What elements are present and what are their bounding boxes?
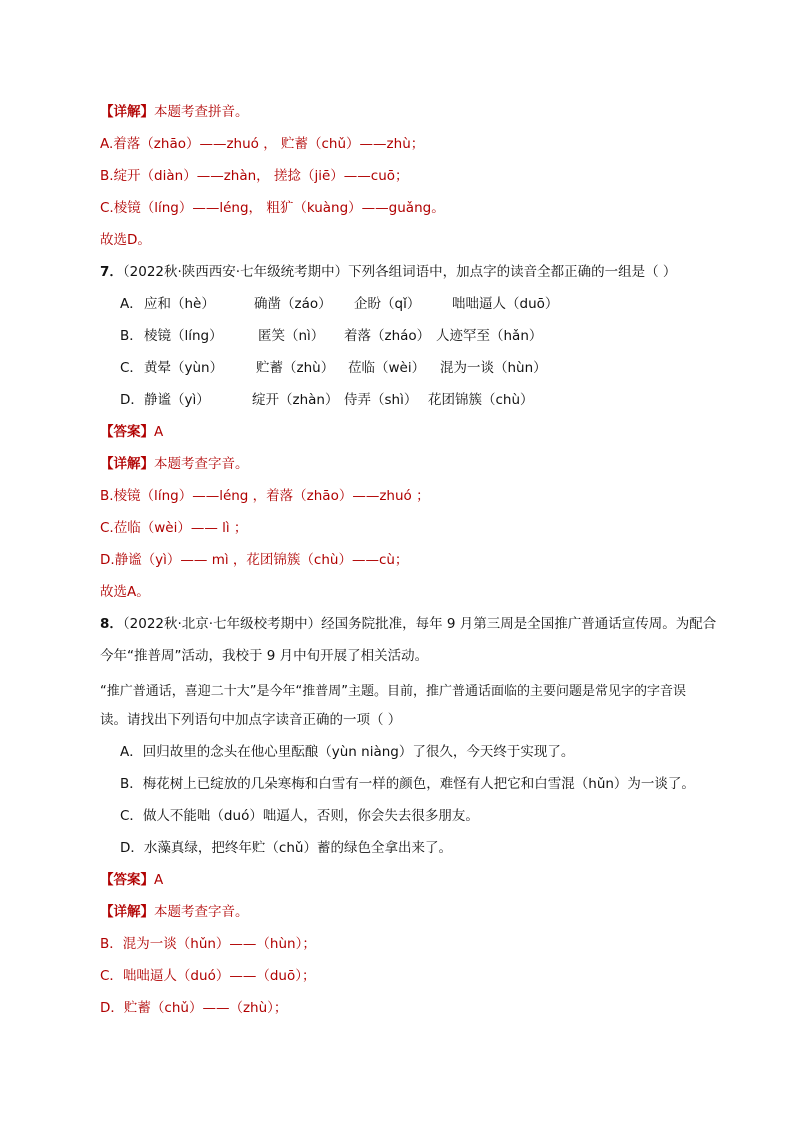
- answer-value: A: [154, 872, 164, 888]
- line-text: 棱镜（líng）——léng ，着落（zhāo）——zhuó ；: [113, 488, 430, 504]
- detail-text: 本题考查字音。: [154, 904, 249, 920]
- question-stem-line: 今年“推普周”活动，我校于 9 月中旬开展了相关活动。: [100, 648, 429, 664]
- option-text: 水藻真绿，把终年贮（chǔ）蓄的绿色全拿出来了。: [143, 840, 452, 856]
- line-text: 着落（zhāo）——zhuó ， 贮蓄（chǔ）——zhù；: [113, 136, 425, 152]
- detail-text: 本题考查拼音。: [154, 104, 249, 120]
- option-item: 莅临（wèi）: [348, 360, 426, 376]
- option-item: 贮蓄（zhù）: [256, 360, 335, 376]
- option-item: 混为一谈（hùn）: [440, 360, 547, 376]
- option-item: 确凿（záo）: [254, 296, 332, 312]
- line-prefix: B.: [100, 168, 114, 184]
- detail-label: 【详解】: [100, 456, 154, 472]
- explanation-line: [100, 518, 247, 538]
- question-stem-line: “推广普通话，喜迎二十大”是今年“推普周”主题。目前，推广普通话面临的主要问题是常见字的字音误: [100, 684, 686, 699]
- option-item: 静谧（yì）: [144, 392, 210, 408]
- line-text: 莅临（wèi）—— lì ；: [113, 520, 248, 536]
- option-c: [120, 806, 479, 826]
- detail-line: [100, 902, 249, 922]
- explanation-line: [100, 934, 316, 954]
- option-text: 回归故里的念头在他心里酝酿（yùn niàng）了很久，今天终于实现了。: [142, 744, 575, 760]
- option-item: 花团锦簇（chù）: [428, 392, 534, 408]
- line-text: 咄咄逼人（duó）——（duō）；: [122, 968, 316, 984]
- option-item: 应和（hè）: [144, 296, 215, 312]
- line-prefix: C.: [100, 520, 114, 536]
- option-text: 梅花树上已绽放的几朵寒梅和白雪有一样的颜色，难怪有人把它和白雪混（hǔn）为一谈了。: [142, 776, 695, 792]
- option-label: B．: [120, 328, 143, 344]
- detail-line: [100, 454, 249, 474]
- option-a: [120, 742, 574, 762]
- option-item: 人迹罕至（hǎn）: [436, 328, 543, 344]
- option-label: A．: [120, 296, 143, 312]
- line-text: 混为一谈（hǔn）——（hùn）；: [122, 936, 316, 952]
- question-8-stem: [100, 614, 716, 634]
- explanation-line: [100, 486, 430, 506]
- option-label: D．: [120, 840, 144, 856]
- option-item: 侍弄（shì）: [344, 392, 418, 408]
- option-label: C．: [120, 360, 143, 376]
- detail-label: 【详解】: [100, 104, 154, 120]
- line-prefix: B.: [100, 488, 114, 504]
- option-item: 企盼（qǐ）: [354, 296, 421, 312]
- explanation-line: [100, 198, 445, 218]
- explanation-line: [100, 166, 409, 186]
- conclusion: 故选D。: [100, 232, 151, 248]
- option-label: D．: [120, 392, 144, 408]
- option-c: [120, 358, 547, 378]
- question-stem: 经国务院批准，每年 9 月第三周是全国推广普通话宣传周。为配合: [321, 616, 717, 632]
- option-item: 绽开（zhàn）: [252, 392, 339, 408]
- option-a: [120, 294, 558, 314]
- option-item: 棱镜（líng）: [144, 328, 223, 344]
- line-prefix: D．: [100, 1000, 124, 1016]
- detail-line: [100, 102, 249, 122]
- detail-label: 【详解】: [100, 904, 154, 920]
- line-text: 绽开（diàn）——zhàn， 搓捻（jiē）——cuō；: [113, 168, 409, 184]
- explanation-line: [100, 966, 315, 986]
- question-number: 7．: [100, 264, 123, 280]
- option-b: [120, 774, 695, 794]
- option-d: [120, 838, 452, 858]
- line-text: 贮蓄（chǔ）——（zhù）；: [123, 1000, 288, 1016]
- answer-line: [100, 870, 163, 890]
- option-text: 做人不能咄（duó）咄逼人，否则，你会失去很多朋友。: [142, 808, 479, 824]
- question-source: （2022秋·北京·七年级校考期中）: [122, 616, 322, 632]
- option-item: 咄咄逼人（duō）: [452, 296, 559, 312]
- question-7-stem: [100, 262, 676, 282]
- explanation-line: [100, 998, 287, 1018]
- explanation-line: [100, 550, 408, 570]
- question-source: （2022秋·陕西西安·七年级统考期中）: [122, 264, 349, 280]
- option-d: [120, 390, 534, 410]
- question-stem: 下列各组词语中，加点字的读音全都正确的一组是（ ）: [348, 264, 677, 280]
- answer-label: 【答案】: [100, 872, 154, 888]
- line-text: 棱镜（líng）——léng， 粗犷（kuàng）——guǎng。: [113, 200, 445, 216]
- question-number: 8．: [100, 616, 123, 632]
- option-label: C．: [120, 808, 143, 824]
- option-item: 匿笑（nì）: [258, 328, 325, 344]
- line-prefix: D.: [100, 552, 115, 568]
- line-prefix: C．: [100, 968, 123, 984]
- answer-value: A: [154, 424, 164, 440]
- answer-label: 【答案】: [100, 424, 154, 440]
- option-label: A．: [120, 744, 143, 760]
- line-prefix: B．: [100, 936, 123, 952]
- option-label: B．: [120, 776, 143, 792]
- answer-line: [100, 422, 163, 442]
- line-prefix: C.: [100, 200, 114, 216]
- line-prefix: A.: [100, 136, 114, 152]
- option-item: 黄晕（yùn）: [144, 360, 224, 376]
- question-stem-line: 读。请找出下列语句中加点字读音正确的一项（ ）: [100, 712, 402, 728]
- explanation-line: [100, 134, 424, 154]
- option-item: 着落（zháo）: [344, 328, 431, 344]
- line-text: 静谧（yì）—— mì ，花团锦簇（chù）——cù；: [114, 552, 409, 568]
- detail-text: 本题考查字音。: [154, 456, 249, 472]
- option-b: [120, 326, 542, 346]
- conclusion: 故选A。: [100, 584, 150, 600]
